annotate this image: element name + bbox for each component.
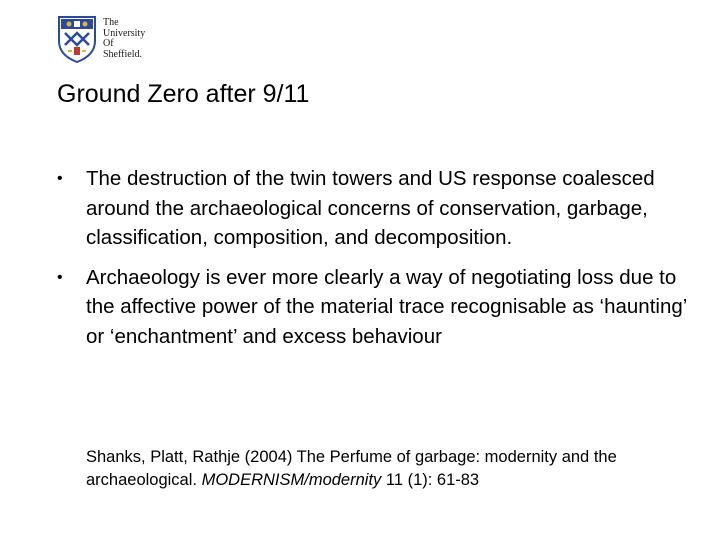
citation-text: Shanks, Platt, Rathje (2004) The Perfume of garbage: modernity and the archaeological. xyxy=(86,448,617,489)
university-wordmark: The University Of Sheffield. xyxy=(103,17,146,60)
citation xyxy=(86,446,706,492)
slide-title: Ground Zero after 9/11 xyxy=(57,80,310,108)
university-logo xyxy=(57,15,157,67)
bullet-list xyxy=(54,164,694,361)
bullet-marker: • xyxy=(57,170,63,187)
bullet-item xyxy=(54,164,694,253)
bullet-text: The destruction of the twin towers and US response coalesced around the archaeological concerns of conservation, garbage, classification, composition, and decomposition. xyxy=(86,167,655,249)
bullet-item xyxy=(54,263,694,352)
bullet-text: Archaeology is ever more clearly a way of negotiating loss due to the affective power of the material trace recognisable as ‘haunting’ or ‘enchantment’ and excess behaviour xyxy=(86,265,687,348)
bullet-marker: • xyxy=(57,268,63,286)
citation-volume: 11 (1): 61-83 xyxy=(381,471,480,489)
shield-crest-icon xyxy=(57,15,97,63)
citation-journal: MODERNISM/modernity xyxy=(201,471,382,489)
